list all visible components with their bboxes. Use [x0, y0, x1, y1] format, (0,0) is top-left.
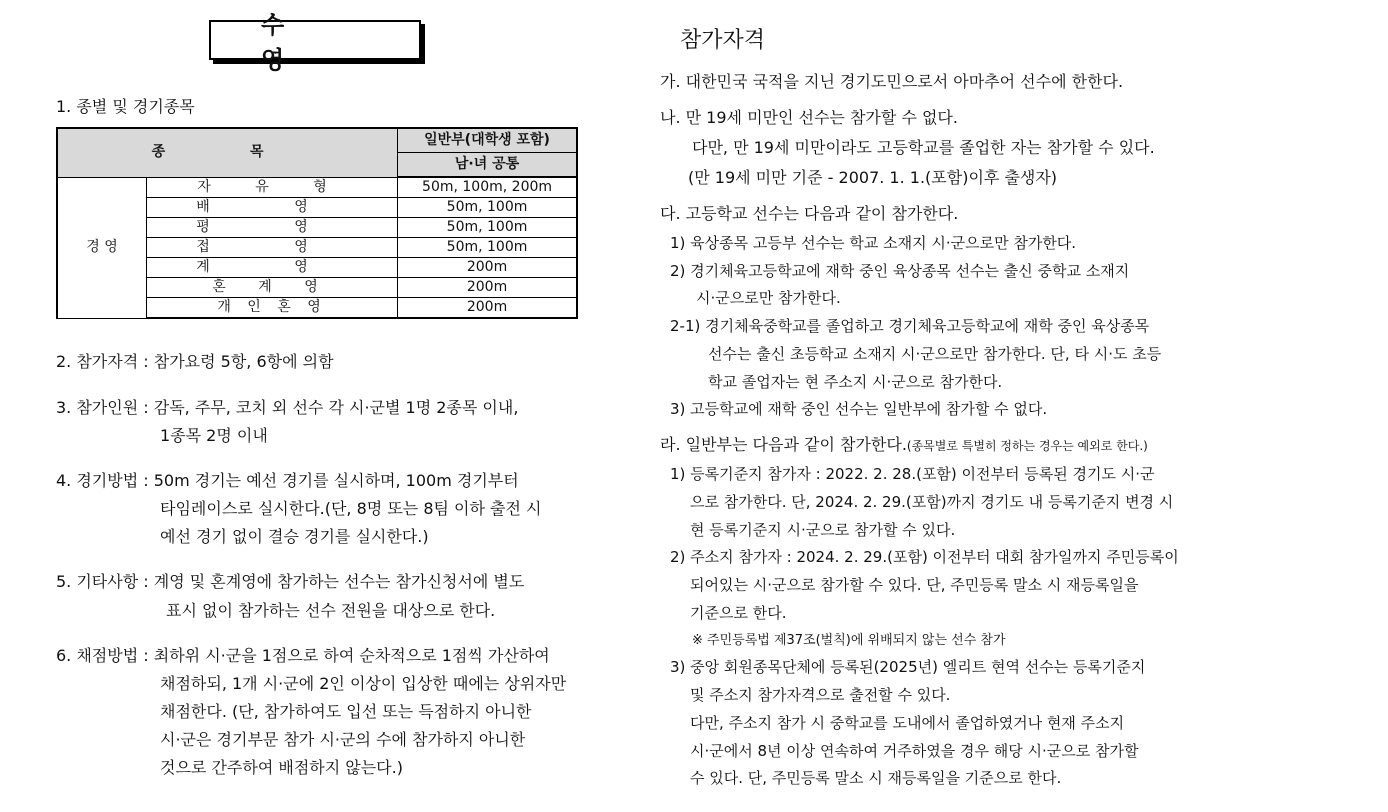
header-division: 일반부(대학생 포함) — [398, 128, 577, 153]
event-cell: 평 영 — [147, 218, 398, 238]
section-6-line-1: 6. 채점방법 : 최하위 시·군을 1점으로 하여 순차적으로 1점씩 가산하여 — [56, 646, 550, 665]
item-da-21-line-3: 학교 졸업자는 현 주소지 시·군으로 참가한다. — [708, 373, 1003, 391]
item-ra — [660, 435, 1148, 456]
section-6-line-2: 채점하되, 1개 시·군에 2인 이상이 입상한 때에는 상위자만 — [160, 674, 567, 693]
item-da-2-line-2: 시·군으로만 참가한다. — [696, 289, 841, 307]
item-ra-1-line-2: 으로 참가한다. 단, 2024. 2. 29.(포함)까지 경기도 내 등록기준지 변경 시 — [690, 493, 1174, 511]
item-ra-2-note: ※ 주민등록법 제37조(벌칙)에 위배되지 않는 선수 참가 — [692, 633, 1006, 648]
item-ra-2-line-2: 되어있는 시·군으로 참가할 수 있다. 단, 주민등록 말소 시 재등록일을 — [690, 576, 1139, 594]
event-cell: 배 영 — [147, 198, 398, 218]
table-row — [57, 177, 577, 198]
event-cell: 접 영 — [147, 238, 398, 258]
item-da-3: 3) 고등학교에 재학 중인 선수는 일반부에 참가할 수 없다. — [670, 400, 1048, 418]
header-event: 종 목 — [57, 128, 398, 177]
title-text: 수 영 — [261, 11, 335, 74]
item-da: 다. 고등학교 선수는 다음과 같이 참가한다. — [660, 204, 959, 223]
section-2: 2. 참가자격 : 참가요령 5항, 6항에 의함 — [56, 352, 334, 371]
item-ra-3-line-3: 다만, 주소지 참가 시 중학교를 도내에서 졸업하였거나 현재 주소지 — [690, 714, 1125, 732]
section-6-line-5: 것으로 간주하여 배점하지 않는다.) — [160, 758, 403, 777]
table-header-row — [57, 128, 577, 153]
event-cell: 개 인 혼 영 — [147, 298, 398, 319]
event-cell: 계 영 — [147, 258, 398, 278]
item-ra-2-line-1: 2) 주소지 참가자 : 2024. 2. 29.(포함) 이전부터 대회 참가일까지 주민등록이 — [670, 548, 1179, 566]
distance-cell: 200m — [398, 298, 577, 319]
item-ra-3-line-2: 및 주소지 참가자격으로 출전할 수 있다. — [690, 686, 951, 704]
distance-cell: 200m — [398, 278, 577, 298]
item-ra-text: 라. 일반부는 다음과 같이 참가한다. — [660, 435, 907, 454]
page-title — [209, 11, 421, 74]
section-6-line-3: 채점한다. (단, 참가하여도 입선 또는 득점하지 아니한 — [160, 702, 532, 721]
item-ra-1-line-3: 현 등록기준지 시·군으로 참가할 수 있다. — [690, 521, 956, 539]
section-4-line-2: 타임레이스로 실시한다.(단, 8명 또는 8팀 이하 출전 시 — [160, 499, 542, 518]
item-ga: 가. 대한민국 국적을 지닌 경기도민으로서 아마추어 선수에 한한다. — [660, 72, 1124, 91]
distance-cell: 50m, 100m — [398, 198, 577, 218]
item-na-line-2: 다만, 만 19세 미만이라도 고등학교를 졸업한 자는 참가할 수 있다. — [692, 138, 1155, 157]
item-ra-1-line-1: 1) 등록기준지 참가자 : 2022. 2. 28.(포함) 이전부터 등록된 경기도 시·군 — [670, 465, 1155, 483]
item-ra-3-line-1: 3) 중앙 회원종목단체에 등록된(2025년) 엘리트 현역 선수는 등록기준지 — [670, 658, 1146, 676]
item-da-21-line-2: 선수는 출신 초등학교 소재지 시·군으로만 참가한다. 단, 타 시·도 초등 — [708, 345, 1162, 363]
distance-cell: 200m — [398, 258, 577, 278]
item-ra-3-line-5: 수 있다. 단, 주민등록 말소 시 재등록일을 기준으로 한다. — [690, 769, 1062, 787]
distance-cell: 50m, 100m — [398, 218, 577, 238]
event-cell: 혼 계 영 — [147, 278, 398, 298]
section-4-line-1: 4. 경기방법 : 50m 경기는 예선 경기를 실시하며, 100m 경기부터 — [56, 471, 519, 490]
distance-cell: 50m, 100m, 200m — [398, 177, 577, 198]
header-gender: 남·녀 공통 — [398, 153, 577, 178]
item-ra-note: (종목별로 특별히 정하는 경우는 예외로 한다.) — [906, 439, 1148, 453]
events-table — [56, 127, 578, 319]
section-5-line-2: 표시 없이 참가하는 선수 전원을 대상으로 한다. — [166, 601, 496, 620]
section-6-line-4: 시·군은 경기부문 참가 시·군의 수에 참가하지 아니한 — [160, 730, 526, 749]
section-3-line-1: 3. 참가인원 : 감독, 주무, 코치 외 선수 각 시·군별 1명 2종목 이내, — [56, 398, 519, 417]
distance-cell: 50m, 100m — [398, 238, 577, 258]
item-da-2-line-1: 2) 경기체육고등학교에 재학 중인 육상종목 선수는 출신 중학교 소재지 — [670, 262, 1130, 280]
item-da-1: 1) 육상종목 고등부 선수는 학교 소재지 시·군으로만 참가한다. — [670, 234, 1077, 252]
section-5-line-1: 5. 기타사항 : 계영 및 혼계영에 참가하는 선수는 참가신청서에 별도 — [56, 572, 525, 591]
section-3-line-2: 1종목 2명 이내 — [160, 426, 268, 445]
eligibility-heading: 참가자격 — [680, 28, 766, 53]
category-cell: 경 영 — [57, 177, 147, 318]
item-na: 나. 만 19세 미만인 선수는 참가할 수 없다. — [660, 108, 958, 127]
section-1-heading: 1. 종별 및 경기종목 — [56, 97, 195, 116]
event-cell: 자 유 형 — [147, 177, 398, 198]
item-ra-3-line-4: 시·군에서 8년 이상 연속하여 거주하였을 경우 해당 시·군으로 참가할 — [690, 742, 1139, 760]
item-ra-2-line-3: 기준으로 한다. — [690, 604, 787, 622]
section-4-line-3: 예선 경기 없이 결승 경기를 실시한다.) — [160, 527, 429, 546]
item-da-21-line-1: 2-1) 경기체육중학교를 졸업하고 경기체육고등학교에 재학 중인 육상종목 — [670, 317, 1150, 335]
item-na-line-3: (만 19세 미만 기준 - 2007. 1. 1.(포함)이후 출생자) — [688, 168, 1058, 187]
